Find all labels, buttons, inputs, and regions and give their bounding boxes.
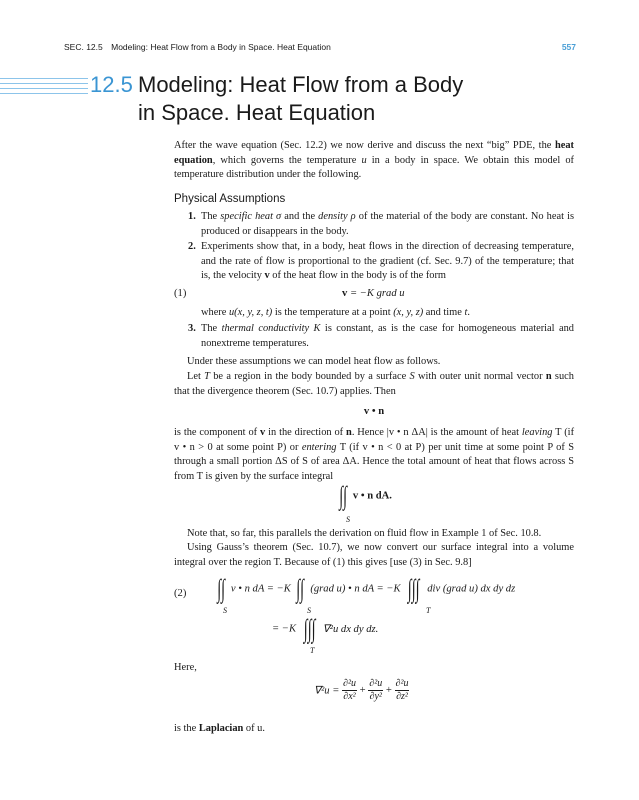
double-integral-icon: ∫∫ [339,481,348,510]
assumption-3: 3. The thermal conductivity K is constant, as is the case for homogeneous material and nonextreme temperatures. [188,323,574,349]
triple-integral-icon: ∫∫∫ [303,614,316,643]
here-label: Here, [174,662,197,673]
equation-2-label: (2) [174,588,187,599]
equation-vn: v • n [363,406,385,417]
equation-2-line1: ∫∫ v • n dA = −K ∫∫ (grad u) • n dA = −K ∫∫∫ div (grad u) dx dy dz S S T [217,574,516,615]
equation-1-label: (1) [174,288,187,299]
heat-equation-term: heat equation [174,140,574,166]
assumption-2: 2. Experiments show that, in a body, heat flows in the direction of decreasing temperature, and the rate of flow is proportional to the gradient (cf. Sec. 9.7) of the temperature; that is, the velocity v of the heat flow in the body is of the form [188,241,574,282]
paragraph-model: Under these assumptions we can model heat flow as follows. [187,356,441,367]
section-title-line1: Modeling: Heat Flow from a Body [138,72,464,97]
equation-1: v = −K grad u [342,288,405,299]
assumption-1: 1. The specific heat σ and the density ρ of the material of the body are constant. No heat is produced or disappears in the body. [188,211,574,237]
subsection-title: Physical Assumptions [174,193,286,205]
laplacian-sentence: is the Laplacian of u. [174,723,265,734]
section-number: 12.5 [90,72,133,97]
header-section: SEC. 12.5 [64,42,103,52]
section-title-line2: in Space. Heat Equation [138,100,376,125]
paragraph-region: Let T be a region in the body bounded by a surface S with outer unit normal vector n such that the divergence theorem (Sec. 10.7) applies. Then [174,371,574,397]
paragraph-component: is the component of v in the direction of n. Hence |v • n ΔA| is the amount of heat leaving T (if v • n > 0 at some point P) or entering T (if v • n < 0 at P) per unit time at some point P of S through a small portion ΔS of S of area ΔA. Hence the total amount of heat that flows across S from T is given by the surface integral [174,427,575,482]
where-line: where u(x, y, z, t) is the temperature at a point (x, y, z) and time t. [201,307,470,318]
intro-paragraph: After the wave equation (Sec. 12.2) we now derive and discuss the next “big” PDE, the heat equation, which governs the temperature u in a body in space. We obtain this model of temperature distribution under the following. [174,140,575,181]
laplacian-equation: ∇²u = $\frac{\text{∂²u}}{\text{∂x²}}$ + $\frac{\text{∂²u}}{\text{∂y²}}$ + $\frac{\text{∂²u}}{\text{∂z²}}$ [314,678,409,702]
paragraph-gauss: Using Gauss’s theorem (Sec. 10.7), we now convert our surface integral into a volume integral over the region T. Because of (1) this gives [use (3) in Sec. 9.8] [174,542,574,568]
laplacian-term: Laplacian [198,723,244,734]
header-title: Modeling: Heat Flow from a Body in Space. Heat Equation [111,42,331,52]
running-header [64,42,576,54]
surface-integral: ∫∫ v • n dA. S [339,481,392,524]
double-integral-icon: ∫∫ [217,574,226,603]
double-integral-icon: ∫∫ [296,574,305,603]
page-number: 557 [561,42,576,52]
equation-2-line2: = −K ∫∫∫ ∇²u dx dy dz. T [272,614,379,655]
paragraph-parallel: Note that, so far, this parallels the derivation on fluid flow in Example 1 of Sec. 10.8. [187,528,542,539]
triple-integral-icon: ∫∫∫ [408,574,420,603]
